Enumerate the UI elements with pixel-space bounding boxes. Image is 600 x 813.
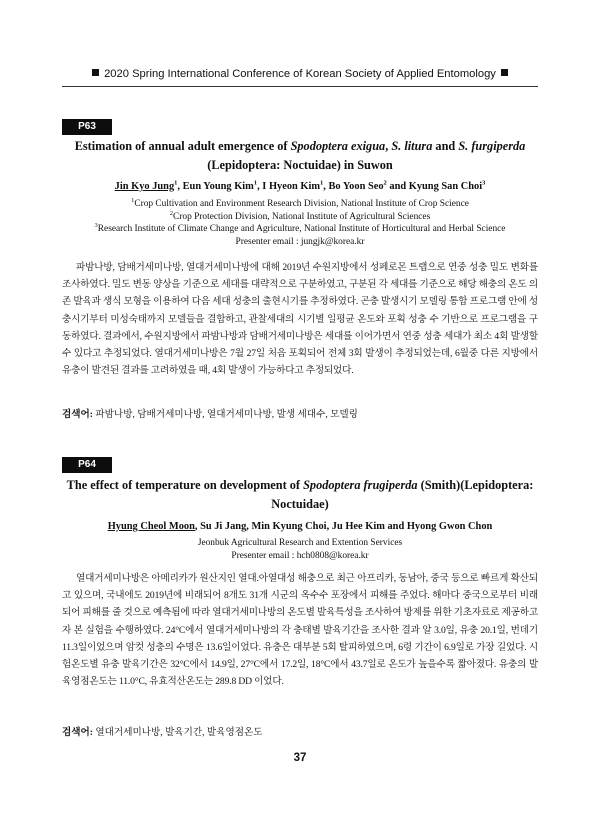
paper-authors — [62, 181, 538, 192]
affiliation-text: Jeonbuk Agricultural Research and Extention Services — [197, 538, 403, 548]
species-name: S. litura — [391, 139, 433, 153]
paper-title — [62, 476, 538, 514]
paper-keywords — [62, 406, 538, 420]
keywords-label: 검색어: — [62, 727, 93, 738]
keywords-list: 열대거세미나방, 발육기간, 발육영점온도 — [93, 727, 263, 738]
author-name: Hyong Gwon Chon — [406, 521, 493, 532]
affiliation-text: Crop Protection Division, National Institute of Agricultural Sciences — [173, 211, 431, 222]
author-separator: , — [177, 181, 183, 192]
author-separator: , — [194, 521, 201, 532]
paper-id-badge: P63 — [62, 119, 112, 135]
author-name: Su Ji Jang — [200, 521, 247, 532]
author-separator: , — [326, 521, 332, 532]
title-text: and — [432, 139, 459, 153]
paper-id-badge: P64 — [62, 457, 112, 473]
author-name: Eun Young Kim — [182, 181, 254, 192]
author-separator: and — [386, 181, 409, 192]
author-separator: , — [257, 181, 263, 192]
presenting-author: Jin Kyo Jung — [114, 181, 175, 192]
species-name: Spodoptera frugiperda — [303, 478, 418, 492]
paper-title — [62, 137, 538, 175]
author-separator: , — [246, 521, 252, 532]
title-text: (Smith)(Lepidoptera: Noctuidae) — [271, 478, 534, 511]
paper-keywords — [62, 724, 538, 738]
author-affiliation-mark: 1 — [253, 179, 258, 187]
presenter-email: Presenter email : jungjk@korea.kr — [235, 236, 365, 247]
author-separator: , — [323, 181, 329, 192]
author-name: Bo Yoon Seo — [328, 181, 384, 192]
affiliation-mark: 2 — [169, 209, 173, 217]
keywords-label: 검색어: — [62, 409, 93, 420]
square-bullet-icon — [501, 69, 508, 76]
header-rule — [62, 86, 538, 87]
author-affiliation-mark: 3 — [482, 179, 486, 187]
paper-abstract: 열대거세미나방은 아메리카가 원산지인 열대.아열대성 해충으로 최근 아프리카, 동남아, 중국 등으로 빠르게 확산되고 있으며, 국내에도 2019년에 비래되어 8개도 31개 시군의 옥수수 포장에서 피해를 주었다. 해마다 중국으로부터 비래되어 피해를 줄 것으로 예측됨에 따라 열대거세미나방의 온도별 발육특성을 조사하여 방제를 위한 기초자료로 제공하고자 본 실험을 수행하였다. 24°C에서 열대거세미나방의 각 충태별 발육기간을 조사한 결과 알 3.0일, 유충 20.1일, 번데기 11.3일이었으며 암컷 성충의 수명은 13.6일이었다. 유충은 대부분 5회 탈피하였으며, 6령 기간이 6.9일로 가장 길었다. 시험온도별 유충 발육기간은 32°C에서 14.9일, 27°C에서 17.2일, 18°C에서 43.7일로 온도가 높을수록 짧아졌다. 유충의 발육영점온도는 11.0°C, 유효적산온도는 289.8 DD 이었다. — [62, 573, 538, 688]
species-name: S. furgiperda — [458, 139, 526, 153]
paper-authors — [62, 521, 538, 532]
affiliation-text: Crop Cultivation and Environment Research Division, National Institute of Crop Science — [134, 199, 469, 209]
presenting-author: Hyung Cheol Moon — [107, 521, 195, 532]
author-affiliation-mark: 1 — [320, 179, 324, 187]
conference-header — [60, 68, 540, 80]
author-name: Ju Hee Kim — [331, 521, 385, 532]
title-text: Estimation of annual adult emergence of — [74, 139, 291, 153]
title-text: (Lepidoptera: Noctuidae) in Suwon — [207, 158, 393, 172]
paper-affiliations — [62, 198, 538, 248]
affiliation-line — [62, 223, 538, 236]
title-text: , — [385, 139, 392, 153]
affiliation-mark: 3 — [94, 222, 98, 230]
paper-abstract: 파밤나방, 담배거세미나방, 열대거세미나방에 대해 2019년 수원지방에서 성페로몬 트랩으로 연중 성충 밀도 변화를 조사하였다. 밀도 변동 양상을 기준으로 세대를 대략적으로 구분하였고, 구분된 각 세대를 기준으로 해당 해충의 온도 의존 발육과 생식 모형을 이용하여 다음 세대 성충의 출현시기를 추정하였다. 곤충 발생시기 모델링 통합 프로그램 안에 성충시기부터 미성숙태까지 모델들을 결합하고, 관찰세대의 시기별 일평균 온도와 포획 성충 수 기반으로 프로그램을 구동하였다. 결과에서, 수원지방에서 파밤나방과 담배거세미나방은 세대를 이어가면서 연중 성충 세대가 최소 4회 발생할 수 있다고 추정되었다. 열대거세미나방은 7월 27일 처음 포획되어 전체 3회 발생이 추정되었는데, 6월중 다른 지방에서 유충이 발견된 결과를 고려하였을 때, 4회 발생이 가능하다고 추정되었다. — [62, 262, 538, 377]
page-number: 37 — [293, 752, 307, 764]
paper-affiliations — [62, 537, 538, 562]
affiliation-text: Research Institute of Climate Change and Agriculture, National Institute of Horticultural and Herbal Science — [97, 224, 506, 235]
author-separator: and — [384, 521, 407, 532]
keywords-list: 파밤나방, 담배거세미나방, 열대거세미나방, 발생 세대수, 모델링 — [93, 409, 358, 420]
author-name: Min Kyung Choi — [251, 521, 327, 532]
species-name: Spodoptera exigua — [290, 139, 386, 153]
affiliation-mark: 1 — [131, 196, 135, 204]
affiliation-line — [62, 198, 538, 211]
title-text: The effect of temperature on development of — [66, 478, 304, 492]
author-name: Kyung San Choi — [408, 181, 483, 192]
affiliation-line — [62, 211, 538, 224]
presenter-email: Presenter email : hch0808@korea.kr — [231, 550, 369, 561]
author-affiliation-mark: 2 — [383, 179, 387, 187]
square-bullet-icon — [92, 69, 99, 76]
conference-title: 2020 Spring International Conference of Korean Society of Applied Entomology — [104, 68, 496, 80]
affiliation-line — [62, 537, 538, 550]
author-name: I Hyeon Kim — [262, 181, 321, 192]
author-affiliation-mark: 1 — [174, 179, 178, 187]
